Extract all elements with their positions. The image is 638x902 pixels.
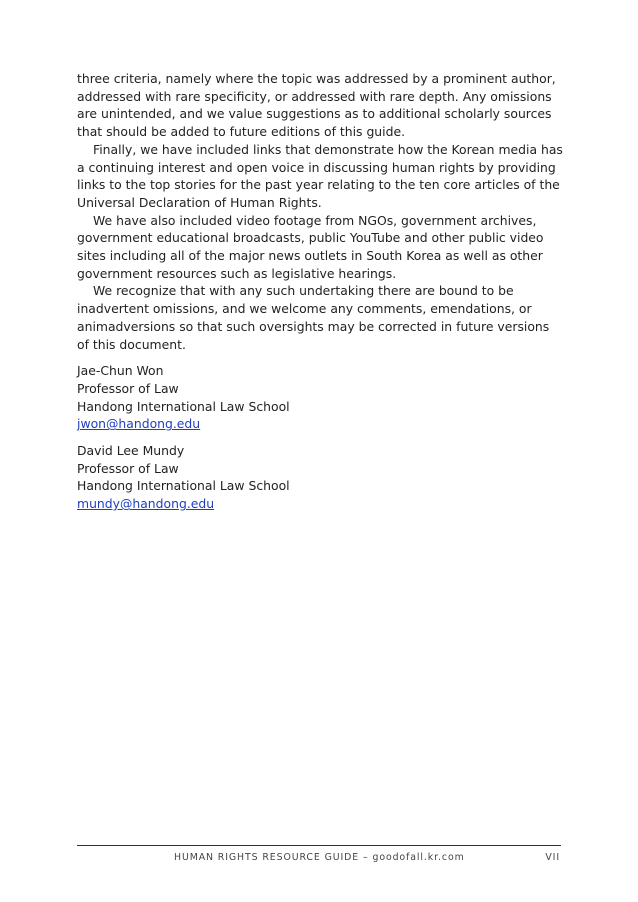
signature-name: Jae-Chun Won — [77, 363, 164, 379]
signature-block-mundy — [77, 442, 565, 513]
body-paragraph-4: We recognize that with any such undertaking there are bound to be inadvertent omissions, and we welcome any comments, emendations, or animadversions so that such oversights may be corrected in future versions of this document. — [77, 283, 550, 352]
footer-divider — [77, 845, 561, 846]
footer-title: HUMAN RIGHTS RESOURCE GUIDE – goodofall.kr.com — [174, 852, 465, 863]
signature-institution: Handong International Law School — [77, 478, 290, 494]
signature-block-won — [77, 362, 565, 433]
body-paragraph-3: We have also included video footage from NGOs, government archives, government educational broadcasts, public YouTube and other public video sites including all of the major news outlets in South Korea as well as other government resources such as legislative hearings. — [77, 212, 544, 281]
body-paragraph-2: Finally, we have included links that demonstrate how the Korean media has a continuing interest and open voice in discussing human rights by providing links to the top stories for the past year relating to the ten core articles of the Universal Declaration of Human Rights. — [77, 141, 563, 210]
signature-title: Professor of Law — [77, 380, 179, 396]
body-paragraph-1: three criteria, namely where the topic was addressed by a prominent author, addressed with rare specificity, or addressed with rare depth. Any omissions are unintended, and we value suggestions as to additional scholarly sources that should be added to future editions of this guide. — [77, 71, 556, 140]
email-link-won[interactable]: jwon@handong.edu — [77, 416, 201, 432]
page-number: VII — [545, 852, 560, 863]
signature-title: Professor of Law — [77, 460, 179, 476]
signature-name: David Lee Mundy — [77, 443, 185, 459]
page-content — [77, 70, 565, 513]
signature-institution: Handong International Law School — [77, 398, 290, 414]
email-link-mundy[interactable]: mundy@handong.edu — [77, 496, 215, 512]
